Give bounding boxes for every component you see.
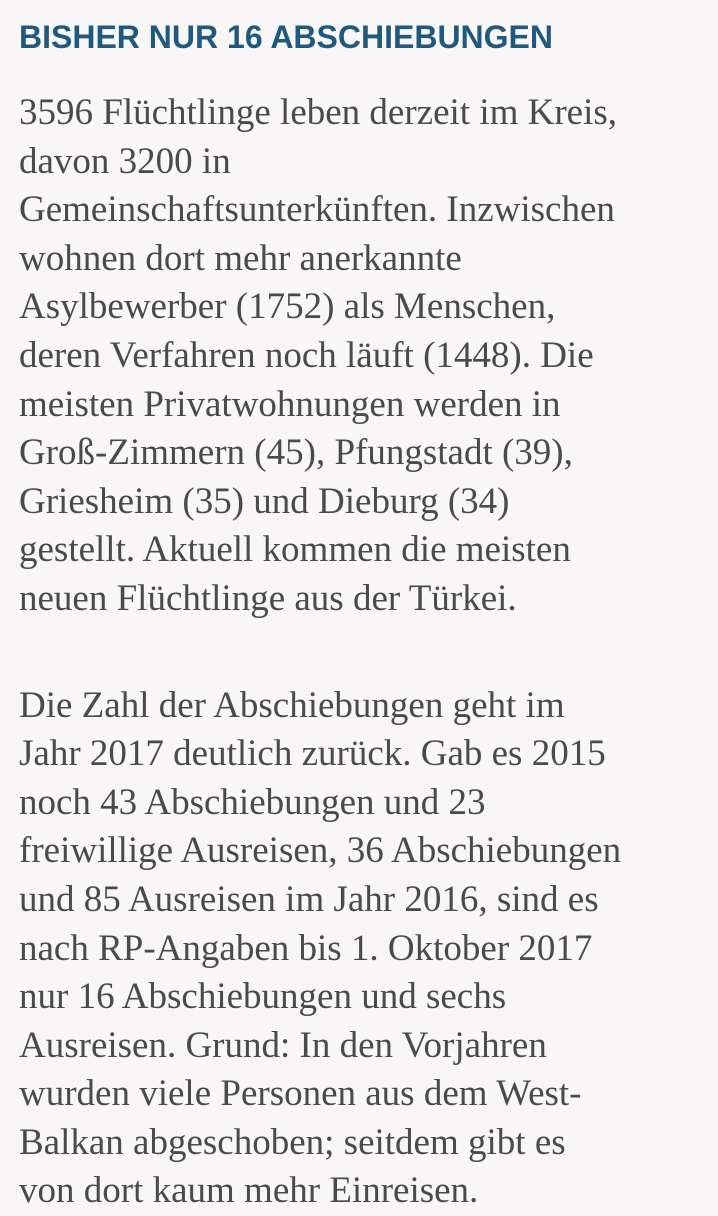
text-line: davon 3200 in <box>19 140 231 182</box>
text-line: Griesheim (35) und Dieburg (34) <box>19 480 510 522</box>
text-line: wurden viele Personen aus dem West- <box>19 1073 582 1115</box>
text-line: Asylbewerber (1752) als Menschen, <box>19 286 556 328</box>
text-line: noch 43 Abschiebungen und 23 <box>19 781 486 823</box>
text-line: meisten Privatwohnungen werden in <box>19 383 561 425</box>
text-line: Jahr 2017 deutlich zurück. Gab es 2015 <box>19 733 606 775</box>
text-line: freiwillige Ausreisen, 36 Abschiebungen <box>19 830 622 872</box>
text-line: deren Verfahren noch läuft (1448). Die <box>19 334 594 376</box>
article-paragraph-1 <box>19 89 706 624</box>
article-headline: BISHER NUR 16 ABSCHIEBUNGEN <box>19 19 553 55</box>
text-line: nach RP-Angaben bis 1. Oktober 2017 <box>19 927 593 969</box>
text-line: von dort kaum mehr Einreisen. <box>19 1170 479 1212</box>
text-line: Balkan abgeschoben; seitdem gibt es <box>19 1121 566 1163</box>
text-line: Groß-Zimmern (45), Pfungstadt (39), <box>19 432 573 474</box>
text-line: und 85 Ausreisen im Jahr 2016, sind es <box>19 878 599 920</box>
text-line: gestellt. Aktuell kommen die meisten <box>19 529 571 571</box>
text-line: wohnen dort mehr anerkannte <box>19 237 462 279</box>
text-line: 3596 Flüchtlinge leben derzeit im Kreis, <box>19 92 618 133</box>
article-paragraph-2 <box>19 682 706 1216</box>
text-line: Die Zahl der Abschiebungen geht im <box>19 684 565 726</box>
text-line: nur 16 Abschiebungen und sechs <box>19 976 507 1018</box>
text-line: Gemeinschaftsunterkünften. Inzwischen <box>19 189 615 231</box>
text-line: neuen Flüchtlinge aus der Türkei. <box>19 577 517 619</box>
text-line: Ausreisen. Grund: In den Vorjahren <box>19 1024 547 1066</box>
